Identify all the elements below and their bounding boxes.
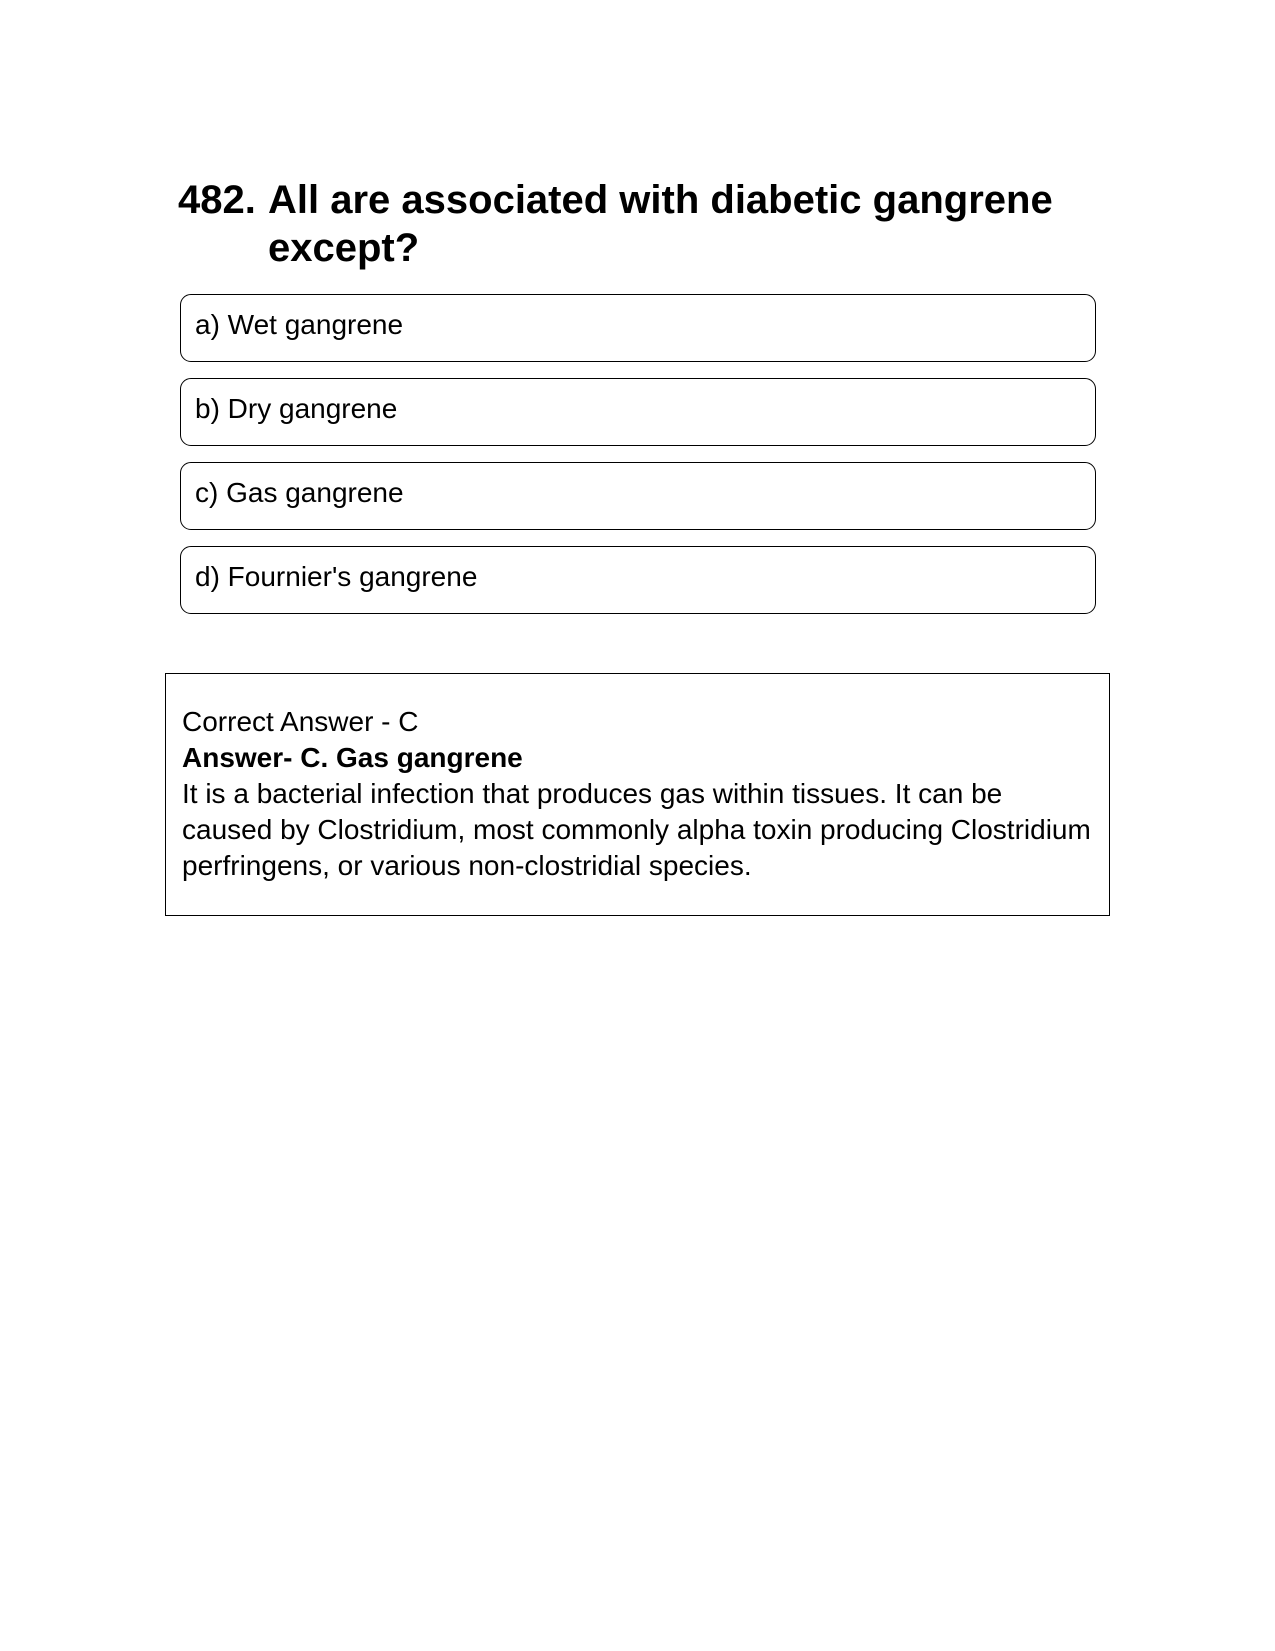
answer-box [165,673,1110,916]
option-b[interactable]: b) Dry gangrene [180,378,1096,446]
options-list [180,294,1096,630]
correct-answer-line: Correct Answer - C [182,706,419,737]
answer-title: Answer- C. Gas gangrene [182,742,523,773]
question-heading [178,176,1098,272]
option-d[interactable]: d) Fournier's gangrene [180,546,1096,614]
option-a[interactable]: a) Wet gangrene [180,294,1096,362]
question-number: 482. [178,178,256,222]
question-text: All are associated with diabetic gangrene except? [268,178,1053,270]
answer-explanation: It is a bacterial infection that produces gas within tissues. It can be caused by Clostridium, most commonly alpha toxin producing Clostridium perfringens, or various non-clostridial species. [182,778,1091,881]
option-c[interactable]: c) Gas gangrene [180,462,1096,530]
